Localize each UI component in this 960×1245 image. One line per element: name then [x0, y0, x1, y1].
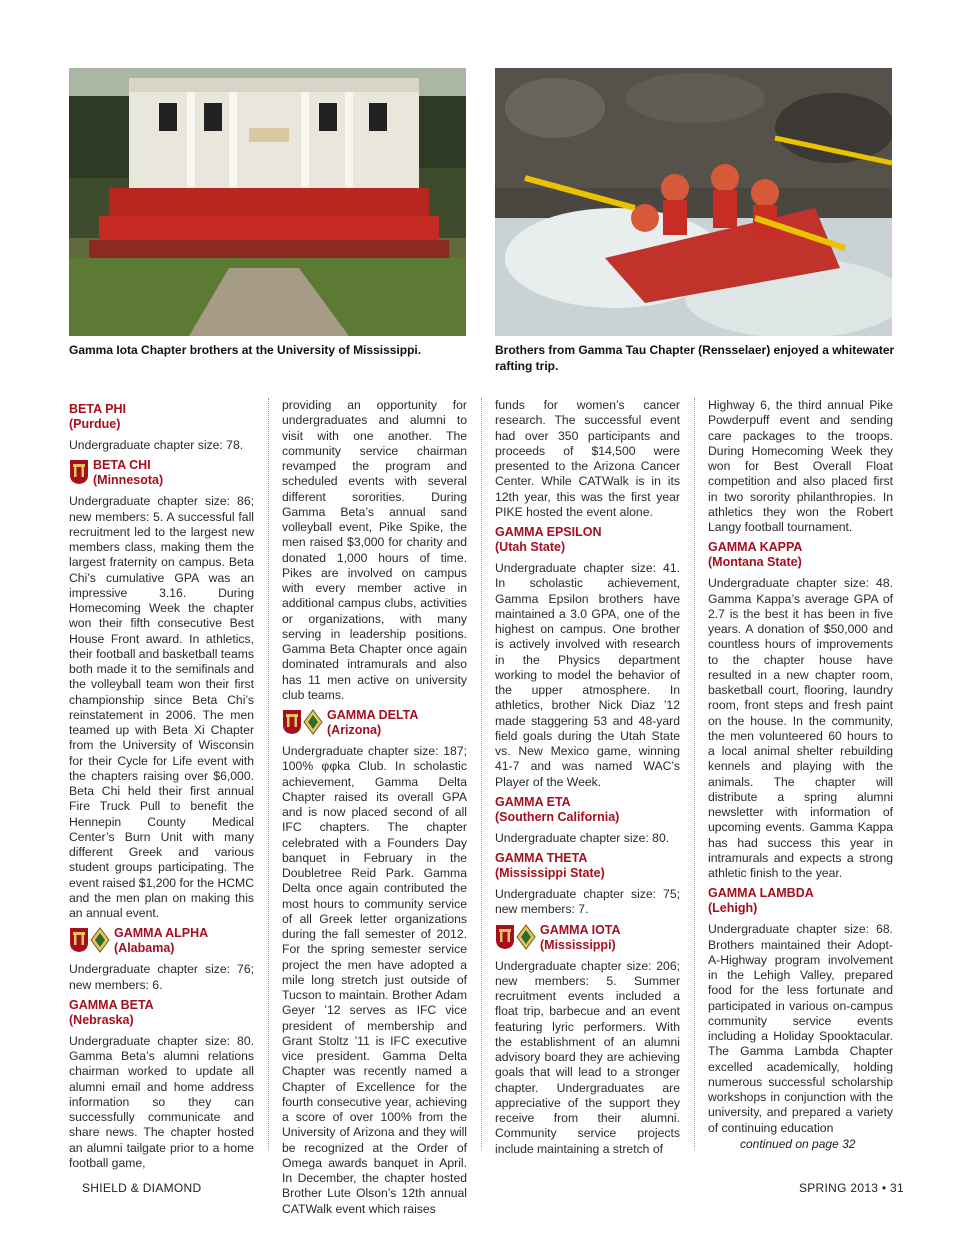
footer-publication: SHIELD & DIAMOND — [82, 1181, 202, 1195]
chapter-school: (Minnesota) — [93, 473, 164, 488]
chapter-name: GAMMA ALPHA — [114, 926, 209, 941]
chapter-text: Undergraduate chapter size: 187; 100% φφka Club. In scholastic achievement, Gamma Delta Chapter raised its overall GPA and is now placed second of all IFC chapters. The chapter celebrated with a Founders Day banquet in February in the Doubletree Reid Park. Gamma Delta once again contributed the most hours to community service of all Greek letter organizations during the fall semester of 2012. For the spring semester service project the men have adopted a mile long stretch just outside of Tucson to maintain. Brother Adam Geyer ’12 serves as IFC vice president of membership and Grant Stoltz ’11 is IFC executive vice president. Gamma Delta Chapter was recently named a Chapter of Excellence for the fourth consecutive year, achieving a score of over 100% from the University of Arizona and they will be recognized at the Order of Omega awards banquet in April. In December, the chapter hosted Brother Lute Olson’s 12th annual CATWalk event which raises — [282, 744, 467, 1216]
photo-gamma-iota — [69, 68, 466, 336]
chapter-text: Undergraduate chapter size: 80. — [495, 830, 670, 845]
chapter-name: GAMMA LAMBDA — [708, 886, 814, 901]
chapter-name: GAMMA BETA — [69, 997, 154, 1012]
chapter-text: Undergraduate chapter size: 48. Gamma Kappa’s average GPA of 2.7 is the best it has been in five years. A donation of $50,000 and countless hours of improvements to the chapter house have resulted in a new chapter room, basketball court, flooring, laundry room, front steps and fresh paint on the house. In the community, the men volunteered 60 hours to a local animal shelter rebuilding kennels and playing with the animals. The chapter will distribute a spring alumni newsletter with information of upcoming events. Gamma Kappa has had success this year in intramurals and expects a strong athletic finish to the year. — [708, 576, 893, 880]
chapter-school: (Arizona) — [327, 723, 382, 737]
chapter-text: providing an opportunity for undergraduates and alumni to visit with one another. The community service chairman revamped the program and scheduled events with several different sororities. During Gamma Beta’s annual sand volleyball event, Pike Spike, the men raised $3,000 for charity and donated 1,000 hours of time. Pikes are involved on campus with every member active in additional campus clubs, activities or organizations, with many serving in leadership positions. Gamma Beta Chapter once again dominated intramurals and also has 11 men active on university club teams. — [282, 398, 467, 702]
chapter-name: GAMMA DELTA — [327, 708, 419, 722]
column-rule — [268, 398, 269, 1150]
section-beta-phi — [69, 402, 254, 432]
chapter-text: funds for women’s cancer research. The successful event had over 350 participants and proceeds of $14,500 were presented to the Arizona Cancer Center. While CATWalk is in its 12th year, this was the first year PIKE hosted the event alone. — [495, 398, 680, 519]
section-gamma-epsilon — [495, 525, 680, 555]
chapter-name: GAMMA ETA — [495, 794, 571, 809]
column-4 — [708, 398, 893, 1141]
chapter-text: Undergraduate chapter size: 41. In scholastic achievement, Gamma Epsilon brothers have maintained a 3.0 GPA, one of the highest on campus. One brother is actively involved with research in the Physics department working to model the behavior of the upper atmosphere. In athletics, brother Nick Diaz ’12 made staggering 53 and 48-yard field goals during the Utah State vs. New Mexico game, winning 41-7 and was named WAC’s Player of the Week. — [495, 561, 680, 789]
continued-note: continued on page 32 — [740, 1137, 856, 1151]
chapter-name: GAMMA KAPPA — [708, 540, 803, 555]
column-rule — [481, 398, 482, 1150]
chapter-name: BETA PHI — [69, 402, 126, 416]
chapter-school: (Montana State) — [708, 555, 802, 570]
chapter-school: (Mississippi State) — [495, 866, 605, 880]
chapter-school: (Nebraska) — [69, 1012, 134, 1027]
column-1 — [69, 398, 254, 1176]
column-rule — [694, 398, 695, 1150]
section-gamma-theta — [495, 851, 680, 881]
section-gamma-iota — [495, 923, 680, 953]
chapter-text: Undergraduate chapter size: 86; new members: 5. A successful fall recruitment led to the largest new members class, making them the largest fraternity on campus. Beta Chi’s cumulative GPA was an impressive 3.16. During Homecoming Week the chapter won their fifth consecutive Best House Front award. In athletics, their football and basketball teams both made it to the semifinals and the volleyball team won their first championship since Beta Chi’s reinstatement in 2006. The men teamed up with Beta Xi Chapter from the University of Wisconsin for their Cycle for Life event with the chapters raising over $6,000. Beta Chi held their first annual Fire Truck Pull to benefit the Hennepin County Medical Center’s Burn Unit with many different Greek and various student groups participating. The event raised $1,200 for the HCMC and the men plan on making this an annual event. — [69, 494, 254, 920]
caption-left: Gamma Iota Chapter brothers at the University of Mississippi. — [69, 343, 422, 357]
pika-crest-icon — [282, 709, 323, 735]
column-3 — [495, 398, 680, 1162]
chapter-school: (Utah State) — [495, 540, 566, 554]
chapter-text: Undergraduate chapter size: 75; new members: 7. — [495, 887, 680, 917]
chapter-text: Undergraduate chapter size: 68. Brothers maintained their Adopt-A-Highway program involvement in the Lehigh Valley, prepared food for the less fortunate and participated in various on-campus community service events including a Holiday Spooktacular. The Gamma Lambda Chapter excelled academically, holding numerous successful scholarship workshops in conjunction with the university, and prepared a variety of continuing education — [708, 922, 893, 1135]
section-beta-chi — [69, 458, 254, 488]
chapter-text: Undergraduate chapter size: 78. — [69, 438, 244, 452]
section-gamma-kappa — [708, 540, 893, 570]
chapter-text: Highway 6, the third annual Pike Powderpuff event and sending care packages to the troops. During Homecoming Week they won for Best Overall Float competition and also placed first in two sorority philanthropies. In athletics they won the Robert Langy football tournament. — [708, 398, 893, 534]
section-gamma-eta — [495, 795, 680, 825]
pika-crest-icon — [69, 927, 110, 953]
pika-crest-icon — [69, 459, 89, 485]
chapter-text: Undergraduate chapter size: 80. Gamma Beta’s alumni relations chairman worked to update all alumni email and home address information so they can successfully communicate and share news. The chapter hosted an alumni tailgate prior to a home football game, — [69, 1033, 254, 1170]
section-gamma-beta — [69, 998, 254, 1028]
footer-issue-page: SPRING 2013 • 31 — [798, 1181, 904, 1195]
chapter-name: GAMMA IOTA — [540, 922, 621, 937]
chapter-school: (Alabama) — [114, 941, 175, 956]
chapter-school: (Southern California) — [495, 809, 620, 824]
chapter-text: Undergraduate chapter size: 76; new members: 6. — [69, 962, 254, 992]
caption-right: Brothers from Gamma Tau Chapter (Rensselaer) enjoyed a whitewater rafting trip. — [495, 343, 895, 373]
chapter-school: (Lehigh) — [708, 901, 758, 916]
chapter-name: BETA CHI — [93, 458, 151, 473]
section-gamma-lambda — [708, 886, 893, 916]
column-2 — [282, 398, 467, 1222]
photo-gamma-tau — [495, 68, 892, 336]
pika-crest-icon — [495, 924, 536, 950]
chapter-text: Undergraduate chapter size: 206; new members: 5. Summer recruitment events included a float trip, barbecue and an event featuring lyric performers. With the establishment of an alumni advisory board they are achieving goals that will lead to a stronger chapter. Undergraduates are appreciative of the support they receive from their alumni. Community service projects include maintaining a stretch of — [495, 958, 680, 1156]
chapter-name: GAMMA EPSILON — [495, 525, 602, 539]
chapter-school: (Purdue) — [69, 417, 121, 431]
section-gamma-delta — [282, 708, 467, 738]
section-gamma-alpha — [69, 926, 254, 956]
chapter-school: (Mississippi) — [540, 937, 616, 952]
chapter-name: GAMMA THETA — [495, 851, 588, 865]
